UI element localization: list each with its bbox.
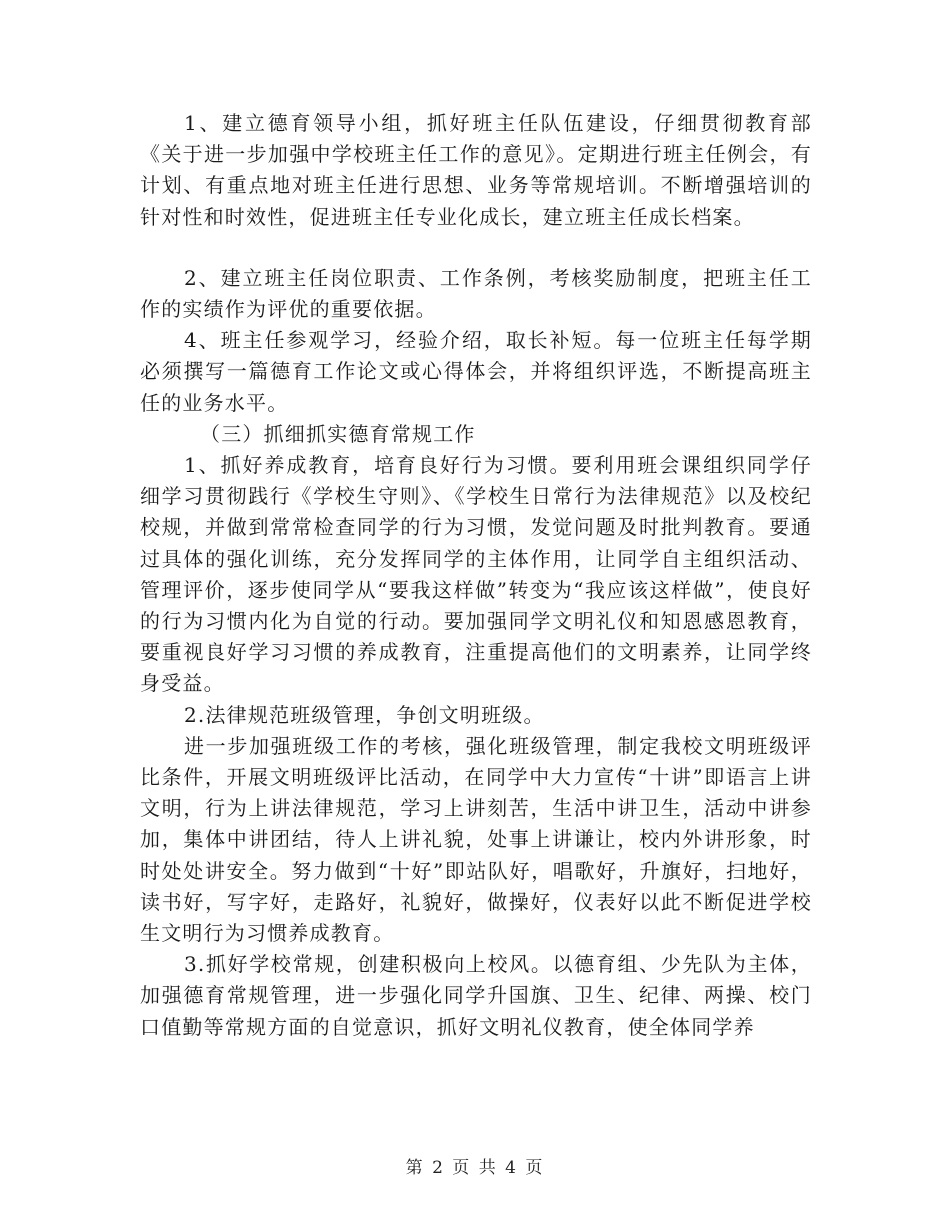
page-number-footer: 第 2 页 共 4 页 bbox=[405, 1158, 545, 1178]
section-heading: （三）抓细抓实德育常规工作 bbox=[200, 421, 476, 446]
paragraph-responsibilities: 2、建立班主任岗位职责、工作条例，考核奖励制度，把班主任工作的实绩作为评优的重要依据。 bbox=[140, 265, 812, 322]
paragraph-observation-study: 4、班主任参观学习，经验介绍，取长补短。每一位班主任每学期必须撰写一篇德育工作论文或心得体会，并将组织评选，不断提高班主任的业务水平。 bbox=[140, 328, 812, 415]
paragraph-leadership-group: 1、建立德育领导小组，抓好班主任队伍建设，仔细贯彻教育部《关于进一步加强中学校班主任工作的意见》。定期进行班主任例会，有计划、有重点地对班主任进行思想、业务等常规培训。不断增强培训的针对性和时效性，促进班主任专业化成长，建立班主任成长档案。 bbox=[140, 111, 812, 229]
paragraph-class-management-title: 2.法律规范班级管理，争创文明班级。 bbox=[184, 702, 545, 727]
paragraph-habit-education: 1、抓好养成教育，培育良好行为习惯。要利用班会课组织同学仔细学习贯彻践行《学校生守则》、《学校生日常行为法律规范》以及校纪校规，并做到常常检查同学的行为习惯，发觉问题及时批判教育。要通过具体的强化训练，充分发挥同学的主体作用，让同学自主组织活动、管理评价，逐步使同学从“要我这样做”转变为“我应该这样做”，使良好的行为习惯内化为自觉的行动。要加强同学文明礼仪和知恩感恩教育，要重视良好学习习惯的养成教育，注重提高他们的文明素养，让同学终身受益。 bbox=[140, 453, 812, 696]
paragraph-civilized-class: 进一步加强班级工作的考核，强化班级管理，制定我校文明班级评比条件，开展文明班级评比活动，在同学中大力宣传“十讲”即语言上讲文明，行为上讲法律规范，学习上讲刻苦，生活中讲卫生，活动中讲参加，集体中讲团结，待人上讲礼貌，处事上讲谦让，校内外讲形象，时时处处讲安全。努力做到“十好”即站队好，唱歌好，升旗好，扫地好，读书好，写字好，走路好，礼貌好，做操好，仪表好以此不断促进学校生文明行为习惯养成教育。 bbox=[140, 733, 812, 946]
paragraph-school-routine: 3.抓好学校常规，创建积极向上校风。以德育组、少先队为主体，加强德育常规管理，进一步强化同学升国旗、卫生、纪律、两操、校门口值勤等常规方面的自觉意识，抓好文明礼仪教育，使全体同学养 bbox=[140, 952, 812, 1039]
document-body bbox=[140, 108, 812, 1043]
paragraph-gap bbox=[140, 233, 812, 263]
